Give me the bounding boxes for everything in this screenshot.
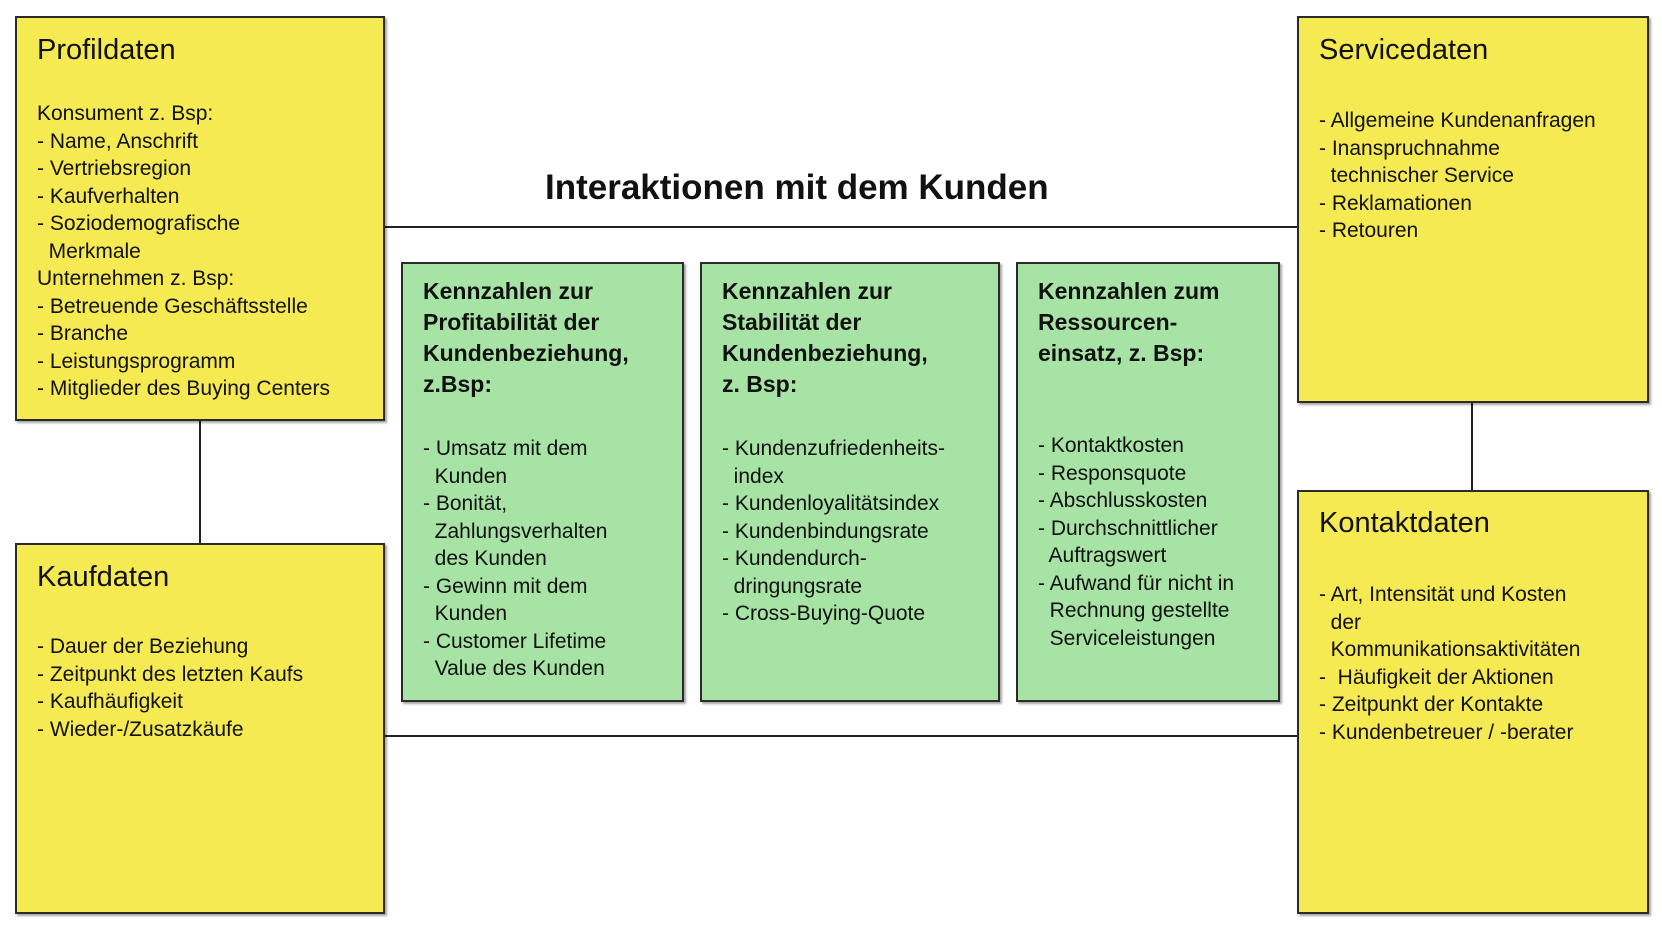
right-vertical-connector (1471, 402, 1473, 490)
kennzahlen-stabilitaet-heading: Kennzahlen zur Stabilität der Kundenbeziehung, z. Bsp: (722, 278, 928, 397)
list-item: Zahlungsverhalten (423, 519, 608, 543)
list-item: - Inanspruchnahme (1319, 136, 1500, 160)
list-item: - Responsquote (1038, 461, 1187, 485)
list-item: Auftragswert (1038, 544, 1167, 567)
list-item: - Zeitpunkt des letzten Kaufs (37, 662, 304, 686)
list-item: Value des Kunden (423, 657, 605, 680)
list-item: - Branche (37, 322, 129, 345)
list-item: - Vertriebsregion (37, 157, 192, 180)
list-item: - Zeitpunkt der Kontakte (1319, 693, 1544, 716)
profildaten-list (37, 100, 330, 403)
servicedaten-list (1319, 107, 1596, 245)
list-item: - Kundenzufriedenheits- (722, 437, 945, 460)
kontaktdaten-box (1297, 490, 1649, 914)
list-item: - Kaufverhalten (37, 184, 180, 208)
kennzahlen-profitabilitaet-box (401, 262, 684, 702)
list-item: technischer Service (1319, 164, 1514, 187)
list-item: - Kontaktkosten (1038, 434, 1184, 457)
kennzahlen-profitabilitaet-list (423, 435, 607, 683)
kennzahlen-stabilitaet-list (722, 435, 945, 628)
list-item: Kunden (423, 602, 508, 625)
kaufdaten-list (37, 633, 303, 743)
list-item: - Gewinn mit dem (423, 574, 588, 598)
profildaten-box (15, 16, 385, 421)
list-item: - Retouren (1319, 219, 1419, 242)
kontaktdaten-list (1319, 581, 1580, 746)
list-item: - Customer Lifetime (423, 629, 607, 653)
list-item: - Allgemeine Kundenanfragen (1319, 109, 1596, 132)
kaufdaten-title: Kaufdaten (37, 561, 170, 593)
center-title: Interaktionen mit dem Kunden (545, 168, 1049, 207)
list-item: Merkmale (37, 239, 141, 263)
list-item: - Häufigkeit der Aktionen (1319, 665, 1554, 689)
list-item: Unternehmen z. Bsp: (37, 267, 235, 290)
list-item: Konsument z. Bsp: (37, 102, 214, 125)
list-item: - Wieder-/Zusatzkäufe (37, 717, 244, 741)
list-item: - Mitglieder des Buying Centers (37, 377, 330, 400)
list-item: - Durchschnittlicher (1038, 516, 1218, 540)
profildaten-title: Profildaten (37, 34, 176, 66)
list-item: - Soziodemografische (37, 212, 241, 235)
list-item: - Leistungsprogramm (37, 349, 236, 373)
kontaktdaten-title: Kontaktdaten (1319, 507, 1490, 539)
list-item: dringungsrate (722, 574, 863, 598)
kaufdaten-box (15, 543, 385, 914)
list-item: - Umsatz mit dem (423, 437, 588, 460)
list-item: - Dauer der Beziehung (37, 635, 249, 658)
kennzahlen-ressourcen-box (1016, 262, 1280, 702)
left-vertical-connector (199, 420, 201, 544)
list-item: Kommunikationsaktivitäten (1319, 638, 1581, 661)
kennzahlen-stabilitaet-box (700, 262, 1000, 702)
list-item: - Abschlusskosten (1038, 489, 1208, 512)
list-item: - Cross-Buying-Quote (722, 602, 926, 625)
list-item: - Reklamationen (1319, 191, 1472, 215)
top-connector-line (385, 226, 1297, 228)
list-item: der (1319, 610, 1362, 634)
list-item: Rechnung gestellte (1038, 599, 1230, 622)
list-item: des Kunden (423, 547, 547, 570)
list-item: - Kundenloyalitätsindex (722, 492, 940, 515)
list-item: - Bonität, (423, 492, 508, 515)
list-item: - Aufwand für nicht in (1038, 571, 1235, 595)
list-item: - Betreuende Geschäftsstelle (37, 294, 308, 318)
kennzahlen-profitabilitaet-heading: Kennzahlen zur Profitabilität der Kundenbeziehung, z.Bsp: (423, 278, 629, 397)
kennzahlen-ressourcen-heading: Kennzahlen zum Ressourcen- einsatz, z. Bsp: (1038, 278, 1220, 366)
servicedaten-title: Servicedaten (1319, 34, 1489, 66)
list-item: - Kundendurch- (722, 547, 867, 570)
list-item: - Art, Intensität und Kosten (1319, 583, 1567, 606)
list-item: - Kaufhäufigkeit (37, 690, 183, 713)
kennzahlen-ressourcen-list (1038, 432, 1234, 652)
list-item: Serviceleistungen (1038, 626, 1216, 650)
servicedaten-box (1297, 16, 1649, 403)
list-item: - Kundenbetreuer / -berater (1319, 720, 1574, 744)
list-item: - Name, Anschrift (37, 129, 199, 153)
list-item: Kunden (423, 464, 508, 488)
list-item: index (722, 464, 784, 488)
bottom-connector-line (385, 735, 1297, 737)
list-item: - Kundenbindungsrate (722, 519, 929, 543)
